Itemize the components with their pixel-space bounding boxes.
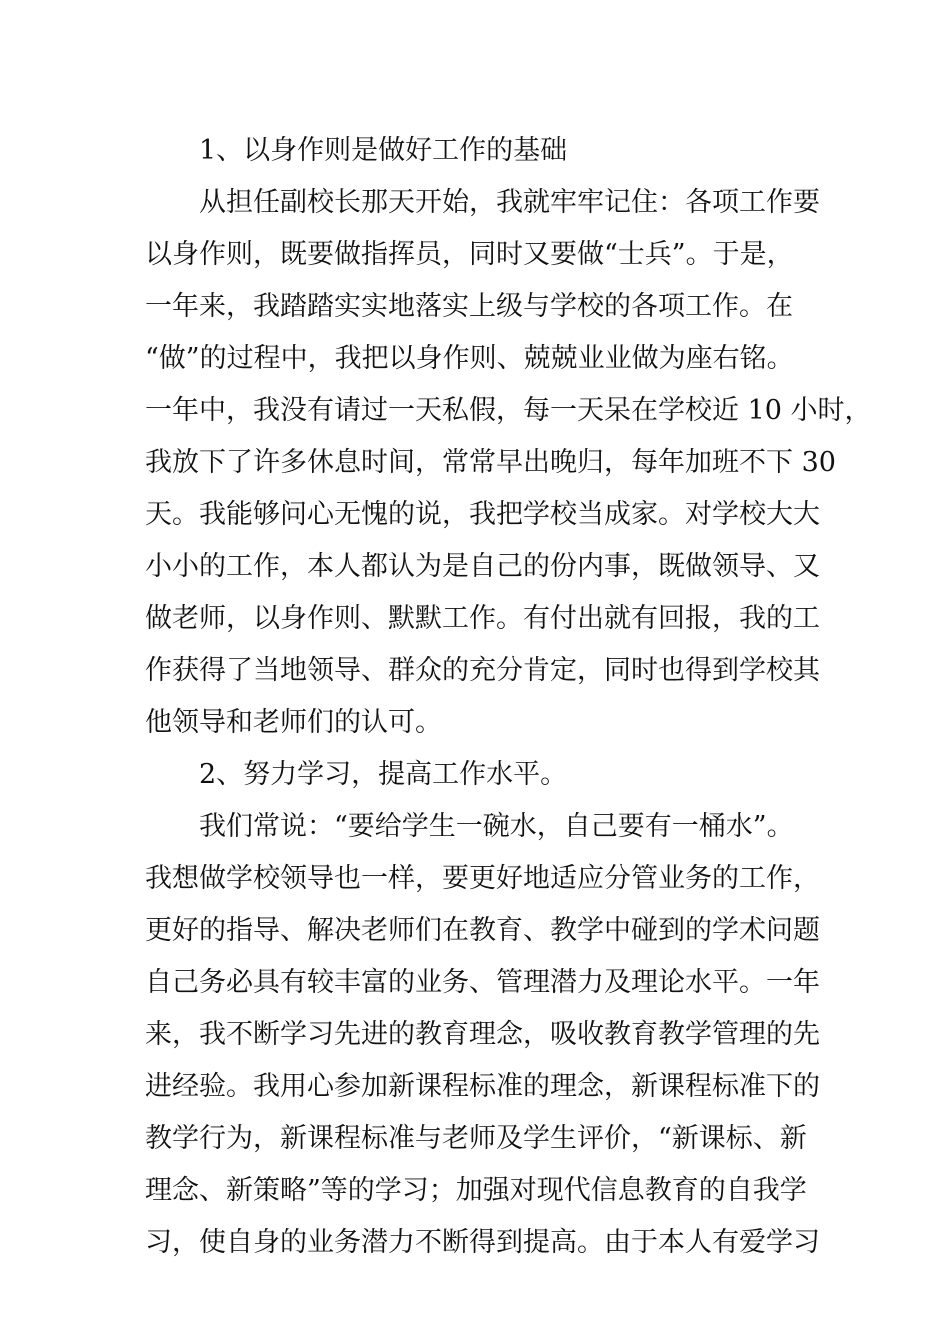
paragraph-line: 我放下了许多休息时间，常常早出晚归，每年加班不下 30 <box>145 447 836 478</box>
paragraph-line: 他领导和老师们的认可。 <box>145 707 442 738</box>
paragraph-line: 进经验。我用心参加新课程标准的理念，新课程标准下的 <box>145 1071 820 1102</box>
paragraph-line: 做老师，以身作则、默默工作。有付出就有回报，我的工 <box>145 603 820 634</box>
paragraph-line: 从担任副校长那天开始，我就牢牢记住：各项工作要 <box>199 187 820 218</box>
section-heading-1: 1、以身作则是做好工作的基础 <box>199 135 568 166</box>
paragraph-line: 自己务必具有较丰富的业务、管理潜力及理论水平。一年 <box>145 967 820 998</box>
paragraph-line: 小小的工作，本人都认为是自己的份内事，既做领导、又 <box>145 551 820 582</box>
paragraph-line: 更好的指导、解决老师们在教育、教学中碰到的学术问题 <box>145 915 820 946</box>
paragraph-line: 我们常说：“要给学生一碗水，自己要有一桶水”。 <box>199 811 794 842</box>
paragraph-line: “做”的过程中，我把以身作则、兢兢业业做为座右铭。 <box>145 343 794 374</box>
paragraph-line: 理念、新策略”等的学习；加强对现代信息教育的自我学 <box>145 1175 807 1206</box>
paragraph-line: 习，使自身的业务潜力不断得到提高。由于本人有爱学习 <box>145 1227 820 1258</box>
paragraph-line: 教学行为，新课程标准与老师及学生评价，“新课标、新 <box>145 1123 807 1154</box>
section-heading-2: 2、努力学习，提高工作水平。 <box>199 759 568 790</box>
paragraph-line: 以身作则，既要做指挥员，同时又要做“士兵”。于是， <box>145 239 794 270</box>
paragraph-line: 作获得了当地领导、群众的充分肯定，同时也得到学校其 <box>145 655 820 686</box>
document-body <box>145 125 872 1269</box>
paragraph-line: 一年中，我没有请过一天私假，每一天呆在学校近 10 小时， <box>145 395 872 426</box>
paragraph-line: 我想做学校领导也一样，要更好地适应分管业务的工作， <box>145 863 820 894</box>
paragraph-line: 一年来，我踏踏实实地落实上级与学校的各项工作。在 <box>145 291 793 322</box>
paragraph-line: 天。我能够问心无愧的说，我把学校当成家。对学校大大 <box>145 499 820 530</box>
paragraph-line: 来，我不断学习先进的教育理念，吸收教育教学管理的先 <box>145 1019 820 1050</box>
